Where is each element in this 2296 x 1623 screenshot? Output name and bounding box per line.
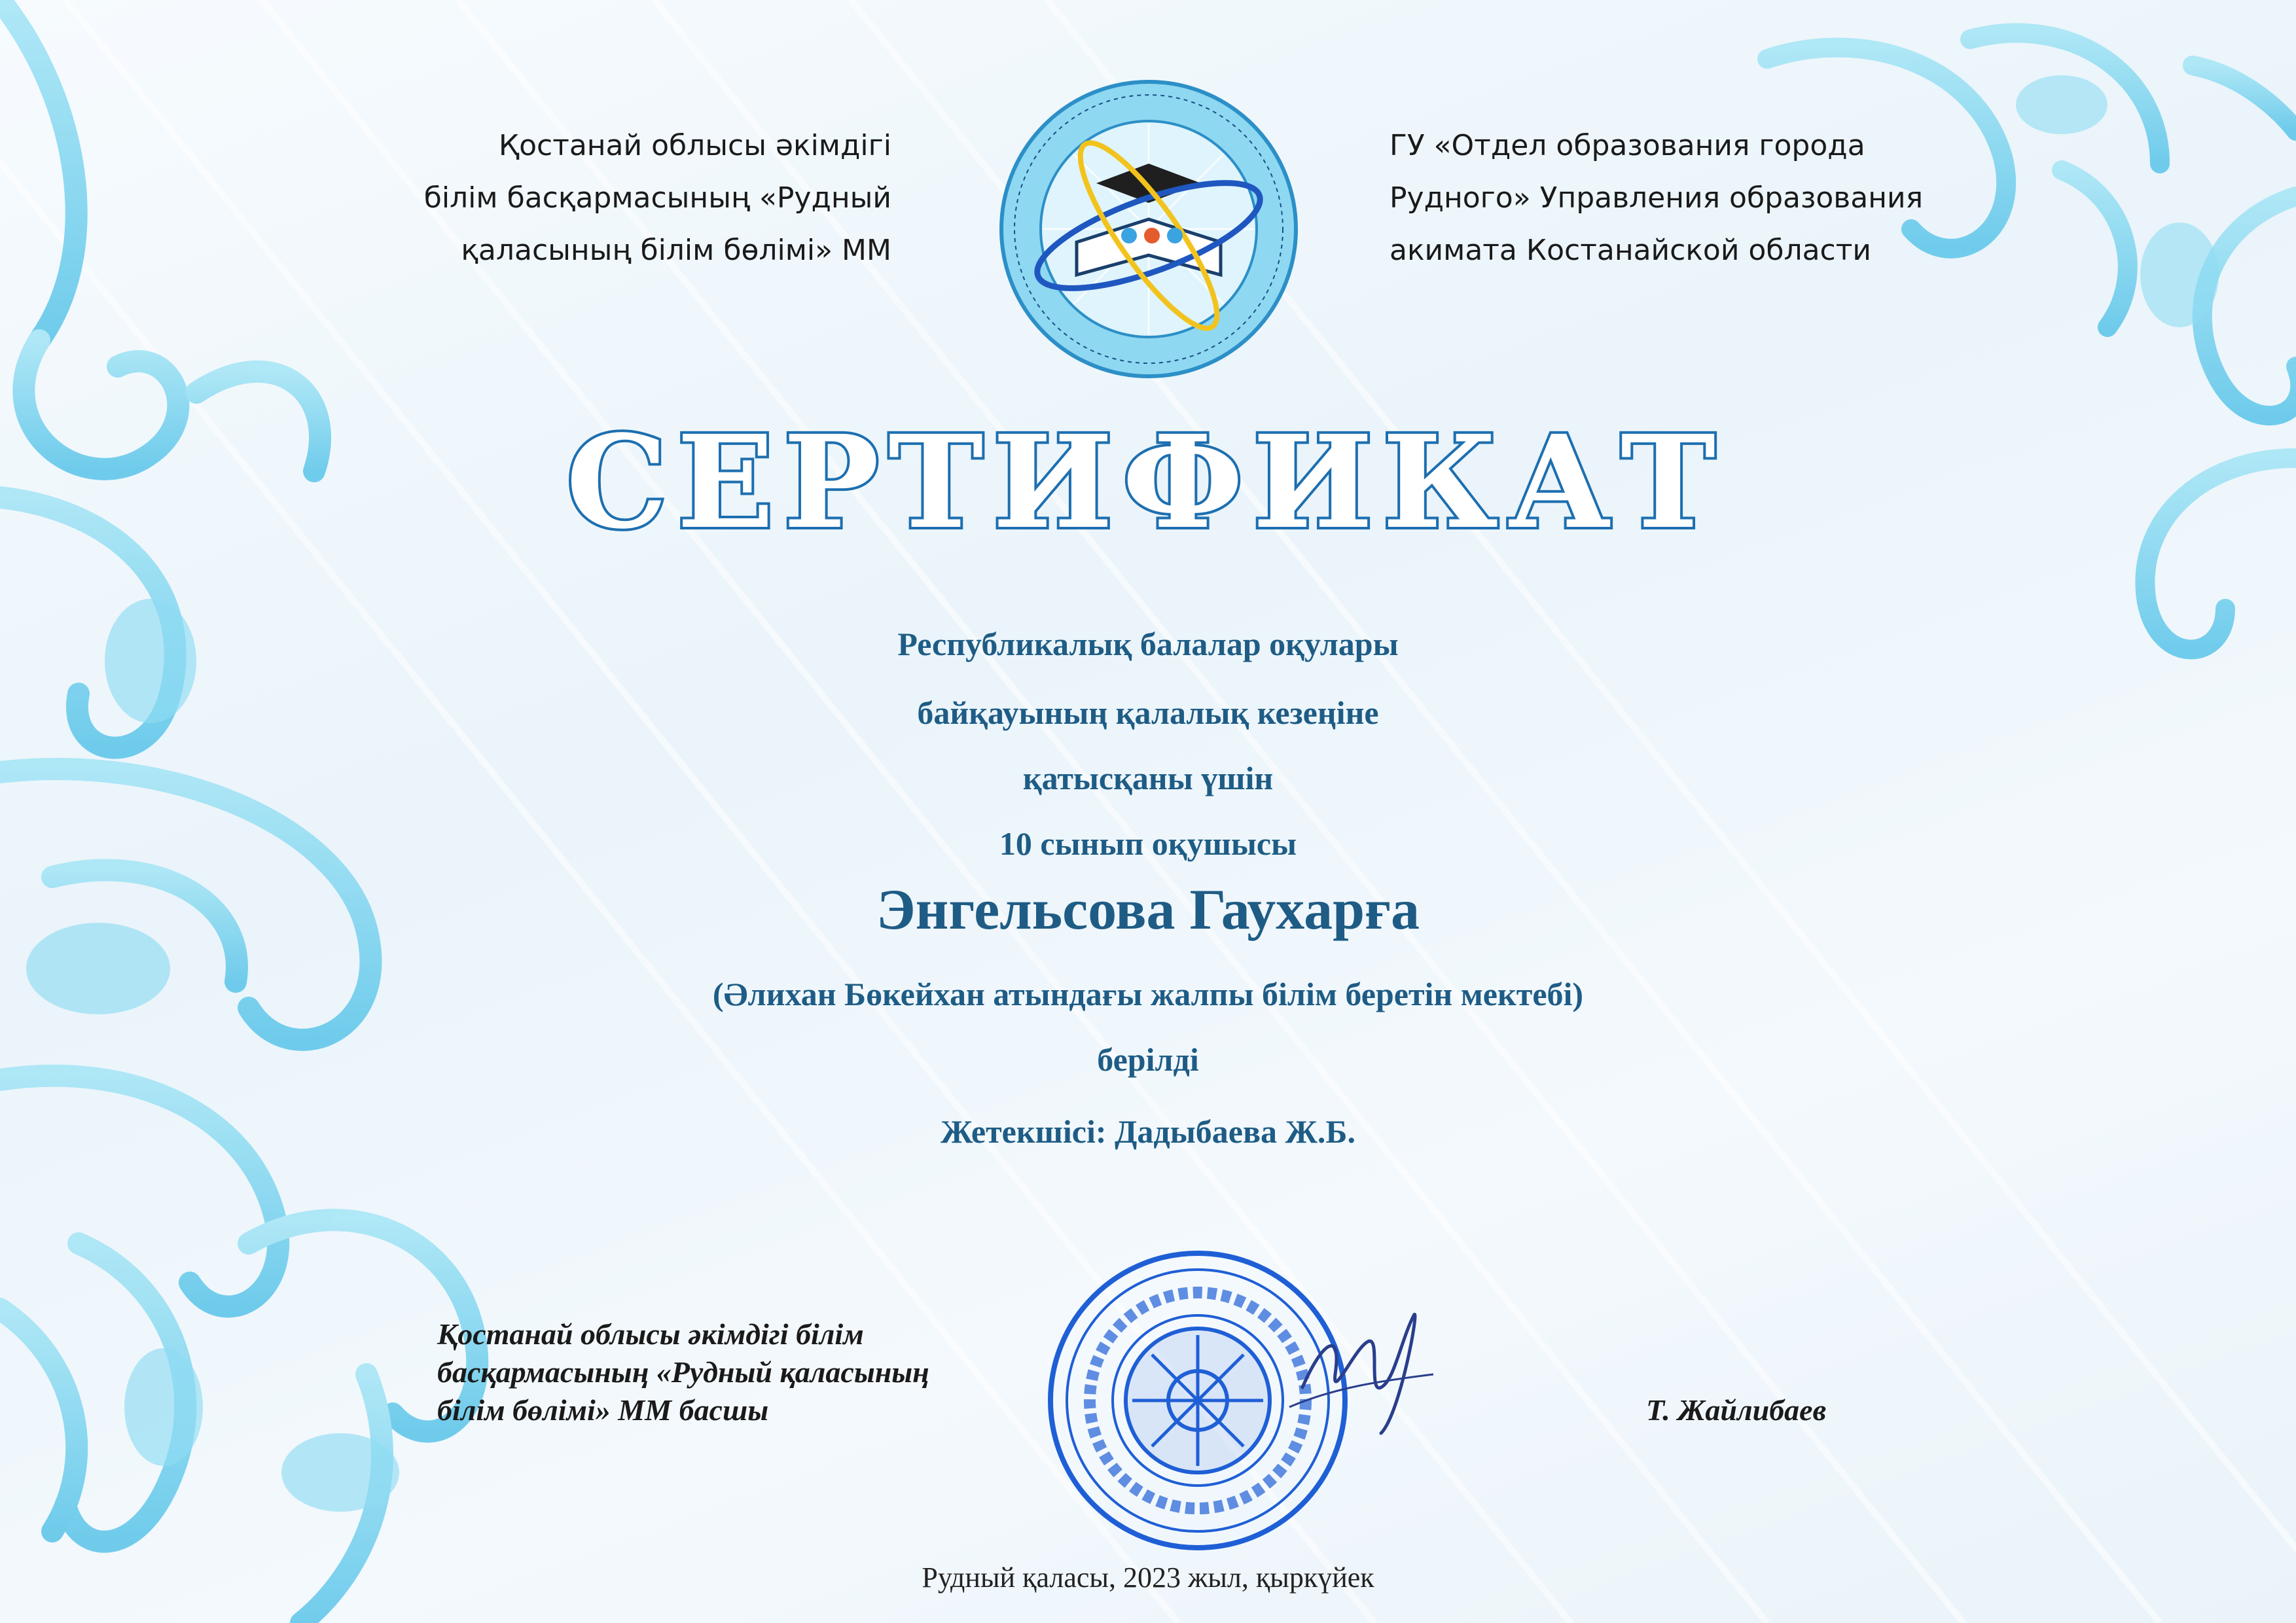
- body-line-4: 10 сынып оқушысы: [999, 825, 1297, 862]
- header-right-line: ГУ «Отдел образования города: [1390, 129, 1865, 162]
- header-right-org: [1390, 120, 1923, 277]
- header-left-org: [424, 120, 891, 277]
- certificate-title-text: СЕРТИФИКАТ: [565, 407, 1725, 557]
- body-line-1: Республикалық балалар оқулары: [897, 626, 1399, 662]
- signatory-line: басқармасының «Рудный қаласының: [437, 1355, 929, 1389]
- signatory-position: [437, 1315, 929, 1429]
- header-left-line: білім басқармасының «Рудный: [423, 181, 891, 215]
- education-department-emblem-icon: [998, 79, 1299, 380]
- signer-name: Т. Жайлибаев: [1646, 1393, 1827, 1427]
- header-right-line: акимата Костанайской области: [1390, 234, 1871, 267]
- left-ornament-icon: [0, 0, 477, 1623]
- body-line-3: қатысқаны үшін: [1022, 760, 1274, 796]
- body-line-2: байқауының қалалық кезеңіне: [917, 694, 1379, 731]
- signatory-line: білім бөлімі» ММ басшы: [437, 1393, 769, 1427]
- given-text: берілді: [1097, 1041, 1199, 1078]
- header-left-line: Қостанай облысы әкімдігі: [498, 129, 891, 162]
- school-name: (Әлихан Бөкейхан атындағы жалпы білім беретін мектебі): [712, 976, 1584, 1012]
- recipient-name: Энгельсова Гаухарға: [876, 878, 1420, 942]
- header-left-line: қаласының білім бөлімі» ММ: [461, 234, 891, 267]
- signatory-line: Қостанай облысы әкімдігі білім: [437, 1317, 864, 1351]
- supervisor-text: Жетекшісі: Дадыбаева Ж.Б.: [941, 1113, 1355, 1150]
- header-right-line: Рудного» Управления образования: [1390, 181, 1924, 215]
- handwritten-signature-icon: [1283, 1302, 1440, 1440]
- certificate-title: [565, 406, 1725, 557]
- footer-place-date: Рудный қаласы, 2023 жыл, қыркүйек: [922, 1561, 1374, 1594]
